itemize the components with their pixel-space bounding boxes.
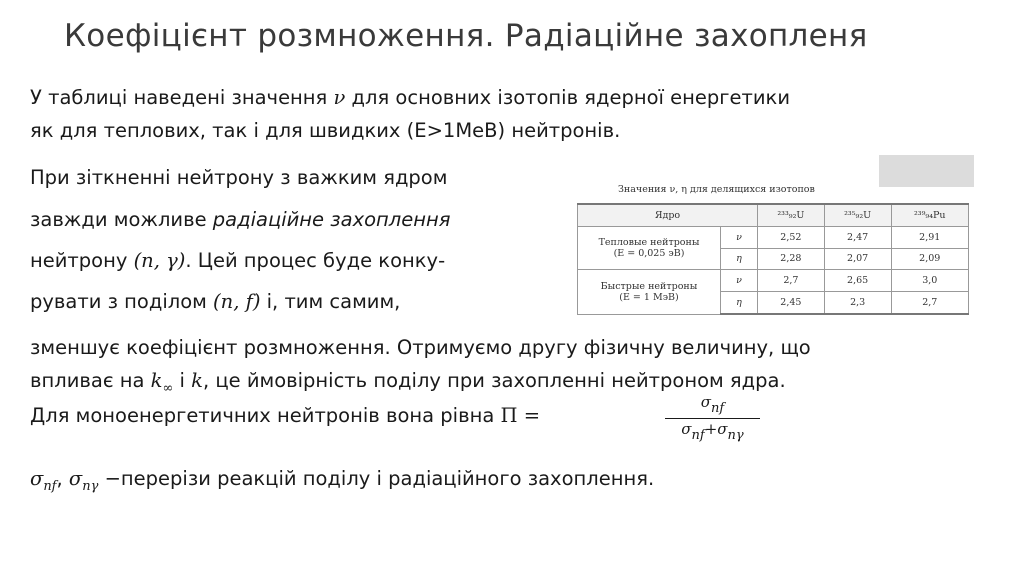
para2-line7-pre: Для моноенергетичних нейтронів вона рівна: [30, 404, 501, 427]
para2-line3-pre: нейтрону: [30, 249, 134, 272]
table-cell: 2,28: [758, 248, 825, 270]
fission-probability-fraction: [665, 393, 760, 443]
para1-line1-pre: У таблиці наведені значення: [30, 86, 334, 109]
k-symbol: k: [191, 369, 203, 392]
para2-line4-pre: рувати з поділом: [30, 290, 214, 313]
para2-line3: [30, 249, 445, 273]
row-symbol: ν: [721, 270, 758, 292]
table-cell: 2,7: [891, 291, 969, 314]
para2-line1: При зіткненні нейтрону з важким ядром: [30, 166, 448, 189]
para2-line6-pre: впливає на: [30, 369, 151, 392]
header-u235: ²³⁵₉₂U: [824, 204, 891, 227]
para2-line4-post: і, тим самим,: [260, 290, 401, 313]
para2-line5: зменшує коефіцієнт розмноження. Отримуємо другу фізичну величину, що: [30, 336, 811, 359]
isotope-table: [577, 203, 969, 315]
table-cell: 3,0: [891, 270, 969, 292]
fraction-numerator: σnf: [665, 393, 760, 419]
para1-line1: [30, 86, 790, 110]
para2-line6-mid: і: [173, 369, 192, 392]
table-cell: 2,7: [758, 270, 825, 292]
n-gamma-reaction: (n, γ): [133, 249, 186, 272]
table-cell: 2,45: [758, 291, 825, 314]
radiative-capture-term: радіаційне захоплення: [212, 208, 451, 231]
table-cell: 2,91: [891, 227, 969, 249]
table-cell: 2,09: [891, 248, 969, 270]
header-u233: ²³³₉₂U: [758, 204, 825, 227]
table-header-row: [578, 204, 969, 227]
row-symbol: ν: [721, 227, 758, 249]
nu-symbol: ν: [333, 86, 346, 109]
table-caption: Значения ν, η для делящихся изотопов: [618, 184, 815, 195]
k-infinity-symbol: k: [150, 369, 163, 392]
para2-line2: [30, 208, 450, 232]
table-cell: 2,52: [758, 227, 825, 249]
para2-line2-pre: завжди можливе: [30, 208, 213, 231]
pi-equals: Π =: [500, 404, 541, 427]
table-row: [578, 270, 969, 292]
para1-line1-post: для основних ізотопів ядерної енергетики: [345, 86, 791, 109]
para2-line7: [30, 404, 540, 428]
para2-line6-post: , це ймовірність поділу при захопленні нейтроном ядра.: [202, 369, 786, 392]
header-nucleus: Ядро: [578, 204, 758, 227]
k-infinity-subscript: ∞: [162, 381, 174, 396]
table-row: [578, 227, 969, 249]
para3-line: $\sigma_{nf}$, $\sigma_{n\gamma}$ −перерізи реакцій поділу і радіаційного захоплення.: [30, 467, 655, 494]
para1-line2: як для теплових, так і для швидких (E>1МеВ) нейтронів.: [30, 119, 621, 142]
thermal-group-label: Тепловые нейтроны (E = 0,025 эВ): [578, 227, 721, 270]
row-symbol: η: [721, 291, 758, 314]
fraction-denominator: σnf+σnγ: [681, 420, 744, 443]
slide-title: Коефіцієнт розмноження. Радіаційне захопленя: [64, 18, 868, 54]
row-symbol: η: [721, 248, 758, 270]
table-cell: 2,07: [824, 248, 891, 270]
grey-placeholder-box: [879, 155, 974, 187]
table-cell: 2,47: [824, 227, 891, 249]
table-cell: 2,65: [824, 270, 891, 292]
fast-group-label: Быстрые нейтроны (E = 1 МэВ): [578, 270, 721, 314]
cross-sections-text: −перерізи реакцій поділу і радіаційного захоплення.: [98, 467, 655, 490]
para2-line4: [30, 290, 400, 314]
table-cell: 2,3: [824, 291, 891, 314]
para2-line3-post: . Цей процес буде конку-: [185, 249, 446, 272]
n-f-reaction: (n, f): [213, 290, 261, 313]
header-pu239: ²³⁹₉₄Pu: [891, 204, 969, 227]
